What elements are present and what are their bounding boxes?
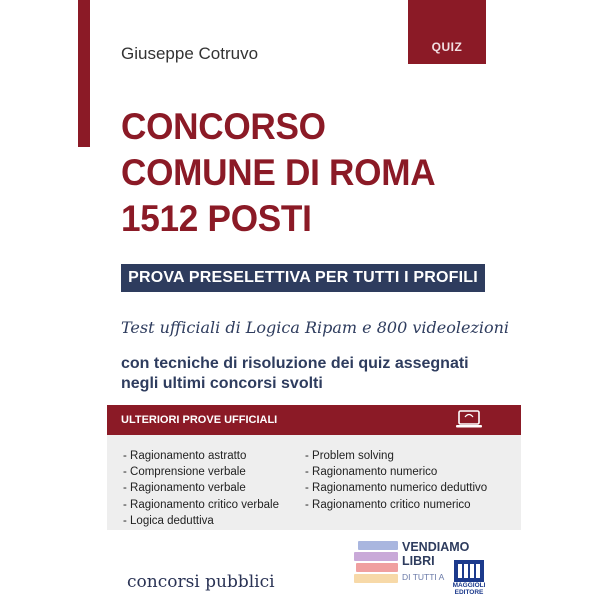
- list-item: - Problem solving: [305, 450, 394, 462]
- maggioli-label: [446, 582, 492, 596]
- book-spine: [354, 552, 398, 561]
- list-item: - Ragionamento critico numerico: [305, 498, 471, 511]
- book-spine: [358, 541, 398, 550]
- badge-line-2: LIBRI: [402, 554, 435, 568]
- book-spine: [354, 574, 398, 583]
- subtitle-description: [121, 354, 469, 394]
- quiz-tag: QUIZ: [408, 0, 486, 64]
- book-title: [121, 104, 435, 242]
- maggioli-line-2: EDITORE: [454, 589, 484, 596]
- subtitle-italic: Test ufficiali di Logica Ripam e 800 videolezioni: [121, 318, 510, 337]
- list-item: - Comprensione verbale: [123, 466, 246, 479]
- laptop-screen-icon: [452, 405, 486, 435]
- topics-list-right: [305, 448, 487, 513]
- list-item: - Ragionamento critico verbale: [123, 498, 279, 511]
- list-item: - Ragionamento numerico deduttivo: [305, 482, 488, 495]
- section-label: ULTERIORI PROVE UFFICIALI: [121, 414, 278, 426]
- maggioli-line-1: MAGGIOLI: [452, 582, 486, 589]
- badge-line-3: DI TUTTI A: [402, 572, 445, 582]
- topics-list-left: [123, 448, 279, 529]
- cover-accent-bar: [78, 0, 90, 147]
- publisher-series-logo: concorsi pubblici: [127, 572, 275, 592]
- list-item: - Ragionamento astratto: [123, 450, 247, 462]
- stacked-books-icon: [352, 537, 400, 587]
- author-name: Giuseppe Cotruvo: [121, 44, 259, 63]
- subtitle-line-2: negli ultimi concorsi svolti: [121, 375, 323, 392]
- list-item: - Ragionamento verbale: [123, 482, 246, 495]
- badge-line-1: VENDIAMO: [402, 540, 470, 554]
- list-item: - Logica deduttiva: [123, 514, 214, 527]
- list-item: - Ragionamento numerico: [305, 466, 438, 479]
- book-spine: [356, 563, 398, 572]
- title-line-1: CONCORSO: [121, 106, 326, 147]
- subtitle-banner: PROVA PRESELETTIVA PER TUTTI I PROFILI: [121, 264, 485, 292]
- title-line-2: COMUNE DI ROMA: [121, 152, 436, 193]
- title-line-3: 1512 POSTI: [121, 198, 312, 239]
- subtitle-line-1: con tecniche di risoluzione dei quiz assegnati: [121, 355, 469, 372]
